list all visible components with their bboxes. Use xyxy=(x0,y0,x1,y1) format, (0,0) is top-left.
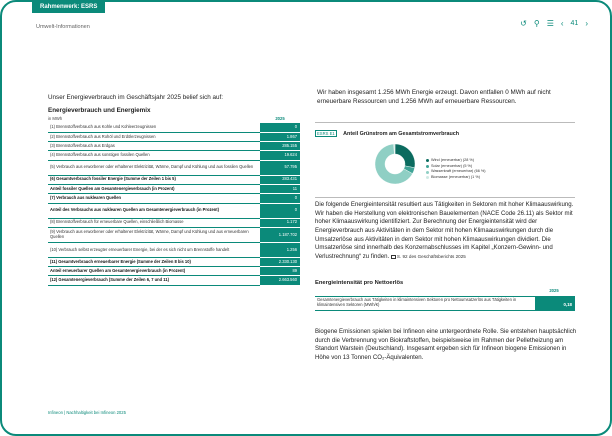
framework-tab[interactable]: Rahmenwerk: ESRS xyxy=(32,2,105,13)
donut-chart xyxy=(370,139,420,189)
legend-swatch xyxy=(426,165,429,168)
table-row-label: Anteil des Verbrauchs aus nuklearen Quellen am Gesamtenergieverbrauch (in Prozent) xyxy=(48,203,260,218)
prev-icon[interactable]: ‹ xyxy=(560,19,564,28)
table-row-label: Anteil fossiler Quellen am Gesamtenergieverbrauch (in Prozent) xyxy=(48,184,260,193)
intensity-value: 0,18 xyxy=(535,297,575,310)
table-row-label: (10) Verbrauch selbst erzeugter erneuerbarer Energie, bei der es sich nicht um Brennstoffe handelt xyxy=(48,242,260,257)
table-row-value: 11 xyxy=(260,184,300,193)
intensity-explanation xyxy=(315,201,577,261)
report-reference-text: S. 92 des Geschäftsberichts 2025 xyxy=(396,253,466,259)
table-row-value: 2.663.560 xyxy=(260,276,300,285)
search-icon[interactable]: ⚲ xyxy=(533,19,540,28)
table-row xyxy=(48,123,300,132)
table-row-label: (3) Brennstoffverbrauch aus Erdgas xyxy=(48,142,260,151)
table-row xyxy=(48,276,300,285)
table-row xyxy=(48,194,300,203)
legend-swatch xyxy=(426,171,429,174)
table-row-value: 0 xyxy=(260,203,300,218)
table-row-label: (2) Brennstoffverbrauch aus Rohöl und Erdölerzeugnissen xyxy=(48,132,260,141)
table-row-value: 283.431 xyxy=(260,175,300,184)
table-row-label: (6) Gesamtverbrauch fossiler Energie (Summe der Zeilen 1 bis 5) xyxy=(48,175,260,184)
table-row-label: (5) Verbrauch aus erworbener oder erhaltener Elektrizität, Wärme, Dampf und Kühlung und aus fossilen Quellen xyxy=(48,160,260,175)
table-row xyxy=(48,175,300,184)
chart-legend xyxy=(426,158,486,181)
intensity-row xyxy=(315,296,575,311)
legend-label: Biomasse (erneuerbar) (1 %) xyxy=(431,175,480,180)
table-row-label: (7) Verbrauch aus nuklearen Quellen xyxy=(48,194,260,203)
table-row-value: 1.172 xyxy=(260,218,300,227)
table-row xyxy=(48,257,300,266)
legend-label: Wind (erneuerbar) (28 %) xyxy=(431,158,475,162)
report-reference-link[interactable] xyxy=(391,254,466,259)
table-row xyxy=(48,132,300,141)
page-footer: Infineon | Nachhaltigkeit bei Infineon 2025 xyxy=(48,410,126,415)
page-number: 41 xyxy=(570,20,579,27)
table-row-label: Anteil erneuerbarer Quellen am Gesamtenergieverbrauch (in Prozent) xyxy=(48,267,260,276)
document-icon xyxy=(391,255,396,259)
energy-table-year: 2025 xyxy=(275,116,285,121)
table-row xyxy=(48,151,300,160)
intensity-title: Energieintensität pro Nettoerlös xyxy=(315,280,404,286)
table-row xyxy=(48,242,300,257)
table-row-label: (12) Gesamtenergieverbrauch (Summe der Zeilen 6, 7 und 11) xyxy=(48,276,260,285)
chart-tag: ESRS E1 xyxy=(317,131,335,137)
menu-icon[interactable]: ☰ xyxy=(546,19,554,28)
pie-slice xyxy=(395,144,415,168)
table-row xyxy=(48,267,300,276)
intensity-label: Gesamtenergieverbrauch aus Tätigkeiten in klimaintensiven Sektoren pro Nettoumsatzerlös aus Tätigkeiten in klimaintensiven Sektoren (MWh/€) xyxy=(317,297,517,307)
table-row-value: 1.256 xyxy=(260,242,300,257)
legend-swatch xyxy=(426,176,429,179)
legend-swatch xyxy=(426,159,429,162)
next-icon[interactable]: › xyxy=(585,19,588,28)
table-row-value: 19.624 xyxy=(260,151,300,160)
biogenic-emissions-text: Biogene Emissionen spielen bei Infineon eine untergeordnete Rolle. Sie entstehen hauptsächlich durch die Verbrennung von Biokraftstoffen, beispielsweise im Rahmen der Pelletheizung am Standort Warstein (Deutschland). Insgesamt ergeben sich für Infineon biogene Emissionen in Höhe von 13 Tonnen CO₂-Äquivalenten. xyxy=(315,328,577,361)
section-label: Umwelt-Informationen xyxy=(36,24,90,30)
chart-title: Anteil Grünstrom am Gesamtstromverbrauch xyxy=(343,130,460,137)
table-row-label: (8) Brennstoffverbrauch für erneuerbare Quellen, einschließlich Biomasse xyxy=(48,218,260,227)
toolbar xyxy=(520,19,588,28)
table-row-value: 285.155 xyxy=(260,142,300,151)
table-row-value: 1.187.702 xyxy=(260,227,300,242)
legend-label: Solar (erneuerbar) (5 %) xyxy=(431,163,473,168)
table-row-value: 1.867 xyxy=(260,132,300,141)
table-row-value: 89 xyxy=(260,267,300,276)
intro-left-text: Unser Energieverbrauch im Geschäftsjahr 2025 belief sich auf: xyxy=(48,94,224,101)
table-row-label: (4) Brennstoffverbrauch aus sonstigen fossilen Quellen xyxy=(48,151,260,160)
legend-item xyxy=(426,175,486,181)
energy-table-unit: in MWh xyxy=(48,116,63,121)
table-row-value: 0 xyxy=(260,123,300,132)
table-row xyxy=(48,184,300,193)
table-row-value: 0 xyxy=(260,194,300,203)
table-row xyxy=(48,203,300,218)
table-row-label: (9) Verbrauch aus erworbener oder erhaltener Elektrizität, Wärme, Dampf und Kühlung und aus erneuerbaren Quellen xyxy=(48,227,260,242)
table-row xyxy=(48,218,300,227)
table-row-label: (1) Brennstoffverbrauch aus Kohle und Kohleerzeugnissen xyxy=(48,123,260,132)
legend-label: Wasserkraft (erneuerbar) (66 %) xyxy=(431,169,486,174)
undo-icon[interactable]: ↺ xyxy=(520,19,527,28)
table-row xyxy=(48,227,300,242)
chart-header xyxy=(315,122,575,143)
energy-table-title: Energieverbrauch und Energiemix xyxy=(48,107,151,114)
table-row-value: 2.330.130 xyxy=(260,257,300,266)
intensity-explanation-text: Die folgende Energieintensität resultiert aus Tätigkeiten in Sektoren mit hoher Klimaauswirkung. Wir haben die Herstellung von elektronischen Bauelementen (NACE Code 26.11) als Sektor mit hoher Klimaauswirkung identifiziert. Zur Berechnung der Energieintensität wird der Energieverbrauch aus Aktivitäten in dem Sektor mit hohen Klimaauswirkungen durch die Umsatzerlöse aus Aktivitäten in dem Sektor mit hohen Klimaauswirkungen dividiert. Die Umsatzerlöse sind innerhalb des Konzernabschlusses im Kapitel „Konzern-Gewinn- und Verlustrechnung“ zu finden. xyxy=(315,201,574,260)
table-row xyxy=(48,160,300,175)
table-row-value: 57.795 xyxy=(260,160,300,175)
energy-table xyxy=(48,123,300,286)
table-row xyxy=(48,142,300,151)
intensity-year: 2025 xyxy=(549,288,559,293)
chart-divider xyxy=(315,197,575,198)
intro-right-text: Wir haben insgesamt 1.256 MWh Energie erzeugt. Davon entfallen 0 MWh auf nicht erneuerbare Ressourcen und 1.256 MWh auf erneuerbare Ressourcen. xyxy=(317,89,551,106)
table-row-label: (11) Gesamtverbrauch erneuerbarer Energie (Summe der Zeilen 8 bis 10) xyxy=(48,257,260,266)
